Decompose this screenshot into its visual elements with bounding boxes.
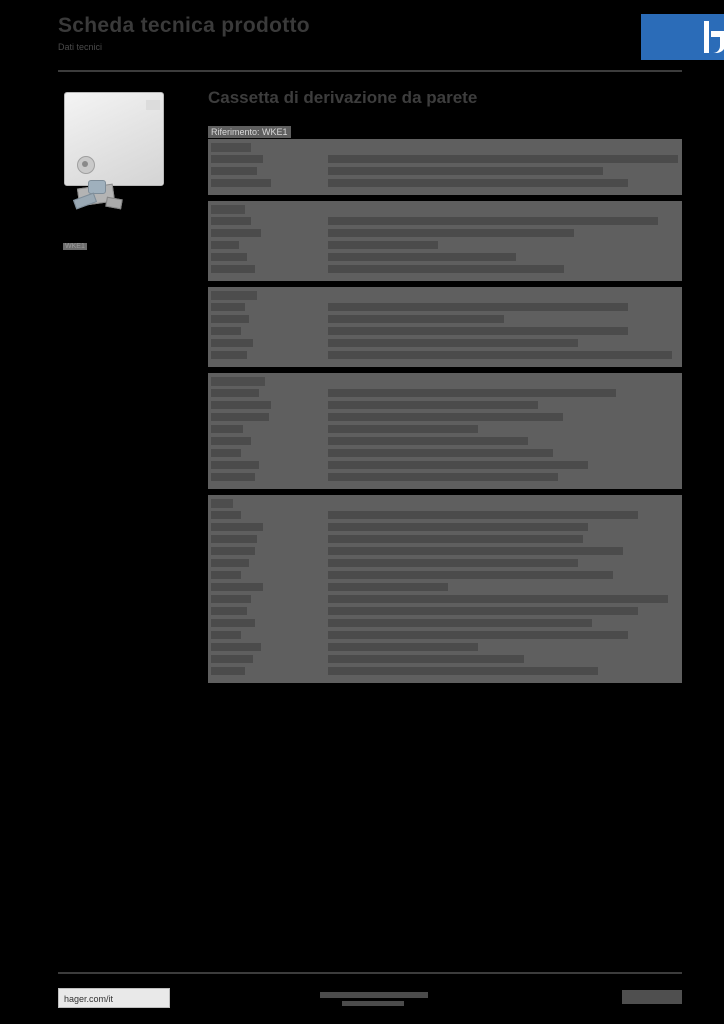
- product-reference: [208, 122, 682, 137]
- spec-row: [208, 667, 682, 676]
- spec-row: [208, 643, 682, 652]
- logo-mark-icon: [704, 21, 724, 53]
- page-subtitle: Dati tecnici: [58, 42, 103, 52]
- spec-row: [208, 351, 682, 360]
- header-divider: [58, 70, 682, 72]
- spec-row: [208, 437, 682, 446]
- spec-section: [208, 495, 682, 683]
- spec-row: [208, 229, 682, 238]
- footer-website-link[interactable]: hager.com/it: [58, 988, 170, 1008]
- product-title: Cassetta di derivazione da parete: [208, 88, 478, 107]
- spec-row: [208, 413, 682, 422]
- spec-section-heading: [208, 499, 682, 509]
- product-reference-label: Riferimento: WKE1: [208, 126, 291, 138]
- spec-row: [208, 449, 682, 458]
- spec-row: [208, 339, 682, 348]
- spec-row: [208, 461, 682, 470]
- spec-section: [208, 201, 682, 281]
- product-image: [58, 88, 168, 250]
- document-header: [58, 14, 682, 66]
- spec-row: [208, 547, 682, 556]
- spec-row: [208, 167, 682, 176]
- spec-row: [208, 303, 682, 312]
- spec-row: [208, 559, 682, 568]
- spec-row: [208, 607, 682, 616]
- spec-sections: [208, 139, 682, 683]
- spec-row: [208, 473, 682, 482]
- enclosure-corner-detail: [146, 100, 160, 110]
- page-title: Scheda tecnica prodotto: [58, 14, 310, 37]
- product-datasheet-content: [208, 88, 682, 683]
- spec-section-heading: [208, 291, 682, 301]
- spec-row: [208, 265, 682, 274]
- spec-row: [208, 583, 682, 592]
- spec-row: [208, 179, 682, 188]
- hager-logo: [641, 14, 724, 60]
- spec-row: [208, 511, 682, 520]
- spec-section-heading: [208, 143, 682, 153]
- spec-row: [208, 155, 682, 164]
- spec-row: [208, 631, 682, 640]
- footer-center-text: [320, 992, 440, 1000]
- spec-row: [208, 241, 682, 250]
- spec-section: [208, 287, 682, 367]
- footer-page-number: [622, 990, 682, 1004]
- spec-row: [208, 571, 682, 580]
- spec-row: [208, 523, 682, 532]
- spec-row: [208, 217, 682, 226]
- spec-row: [208, 595, 682, 604]
- spec-row: [208, 425, 682, 434]
- spec-row: [208, 401, 682, 410]
- spec-row: [208, 253, 682, 262]
- enclosure-screw-icon: [77, 156, 95, 174]
- spec-row: [208, 389, 682, 398]
- spec-row: [208, 655, 682, 664]
- spec-section: [208, 139, 682, 195]
- spec-row: [208, 535, 682, 544]
- mounting-bracket: [72, 180, 124, 214]
- spec-row: [208, 619, 682, 628]
- spec-row: [208, 315, 682, 324]
- footer-divider: [58, 972, 682, 974]
- spec-section-heading: [208, 377, 682, 387]
- spec-section-heading: [208, 205, 682, 215]
- product-image-caption: WKE1: [65, 243, 85, 250]
- spec-row: [208, 327, 682, 336]
- spec-section: [208, 373, 682, 489]
